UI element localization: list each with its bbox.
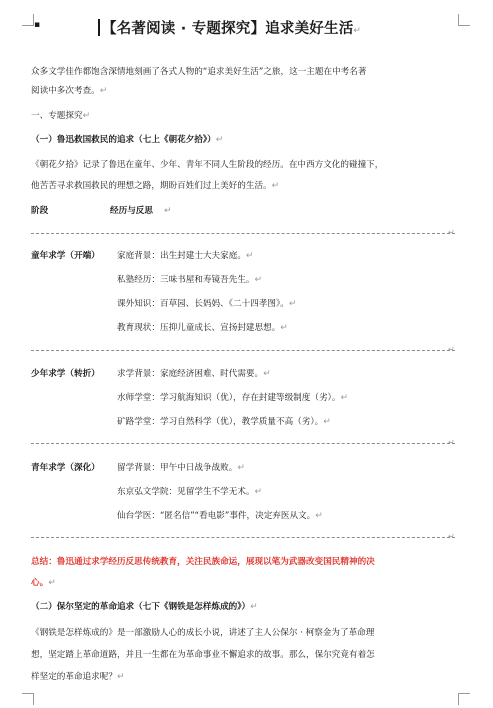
paragraph-mark-icon: ↵ bbox=[448, 532, 455, 541]
stage-2-label: 少年求学（转折） bbox=[31, 369, 100, 379]
stage-3-label: 青年求学（深化） bbox=[31, 463, 100, 473]
stage-1-detail-text: 教育现状：压抑儿童成长、宣扬封建思想。 bbox=[117, 323, 281, 333]
stage-2-detail-1[interactable] bbox=[117, 368, 271, 380]
paragraph-mark-icon: ↵ bbox=[164, 206, 172, 216]
stage-3-detail-text: 东京弘文学院：见留学生不学无术。 bbox=[117, 487, 255, 497]
paragraph-mark-icon: ↵ bbox=[263, 369, 271, 379]
paragraph-mark-icon: ↵ bbox=[237, 463, 245, 473]
text-cursor-icon bbox=[98, 19, 100, 36]
table-divider bbox=[31, 350, 455, 351]
paragraph-mark-icon: ↵ bbox=[116, 672, 125, 682]
paragraph-mark-icon: ↵ bbox=[448, 438, 455, 447]
stage-3-detail-1[interactable] bbox=[117, 462, 245, 474]
intro-line-2[interactable] bbox=[31, 85, 455, 97]
paragraph-mark-icon: ↵ bbox=[280, 323, 288, 333]
stage-1-detail-1[interactable] bbox=[117, 250, 253, 262]
page-corner-mark-bottom-right bbox=[458, 693, 470, 705]
stage-2-detail-text: 求学背景：家庭经济困难、时代需要。 bbox=[117, 369, 264, 379]
paragraph-mark-icon: ↵ bbox=[271, 181, 280, 191]
intro-text-2: 阅读中多次考查。 bbox=[31, 86, 100, 96]
table-divider bbox=[31, 443, 455, 444]
paragraph-mark-icon: ↵ bbox=[448, 228, 455, 237]
page-corner-mark-bottom-left bbox=[22, 693, 34, 705]
sub1-p2-text: 他苦苦寻求救国救民的理想之路，期盼百姓们过上美好的生活。 bbox=[31, 181, 272, 191]
subsection-1-text: （一）鲁迅救国救民的追求（七上《朝花夕拾》） bbox=[31, 135, 216, 145]
table-header-stage: 阶段 bbox=[31, 206, 49, 216]
sub2-p3-text: 样坚定的革命追求呢？ bbox=[31, 672, 117, 682]
table-header-row bbox=[31, 205, 455, 217]
summary-line-1[interactable] bbox=[31, 556, 455, 568]
paragraph-mark-icon: ↵ bbox=[215, 135, 224, 145]
intro-text-1: 众多文学佳作都饱含深情地刻画了各式人物的“追求美好生活”之旅，这一主题在中考名著 bbox=[31, 67, 367, 77]
summary-text-2: 心。 bbox=[31, 578, 49, 588]
summary-line-2[interactable] bbox=[31, 577, 455, 589]
stage-3-detail-2[interactable] bbox=[117, 486, 262, 498]
stage-2-detail-text: 水师学堂：学习航海知识（优），存在封建等级制度（劣）。 bbox=[117, 393, 341, 403]
stage-1-detail-4[interactable] bbox=[117, 322, 288, 334]
subsection-heading-1[interactable] bbox=[31, 134, 455, 146]
subsection-heading-2[interactable] bbox=[31, 601, 455, 613]
paragraph-mark-icon: ↵ bbox=[48, 578, 56, 588]
intro-line-1[interactable] bbox=[31, 66, 455, 78]
sub1-p1-text: 《朝花夕拾》记录了鲁迅在童年、少年、青年不同人生阶段的经历。在中西方文化的碰撞下， bbox=[31, 160, 384, 170]
paragraph-mark-icon: ↵ bbox=[323, 417, 331, 427]
bullet-icon: ▪ bbox=[34, 20, 41, 30]
document-title[interactable] bbox=[98, 17, 398, 38]
page-corner-mark-top-left bbox=[22, 14, 34, 26]
stage-2-detail-2[interactable] bbox=[117, 392, 348, 404]
paragraph-mark-icon: ↵ bbox=[245, 251, 254, 261]
sub2-p2-text: 想，坚定踏上革命道路，并且一生都在为革命事业不懈追求的故事。那么，保尔究竟有着怎 bbox=[31, 650, 375, 660]
paragraph-mark-icon: ↵ bbox=[254, 487, 263, 497]
section-1-text: 一、专题探究 bbox=[31, 111, 83, 121]
paragraph-mark-icon: ↵ bbox=[315, 511, 323, 521]
stage-1-label: 童年求学（开端） bbox=[31, 251, 100, 261]
section-heading-1[interactable] bbox=[31, 110, 455, 122]
paragraph-mark-icon: ↵ bbox=[448, 345, 455, 354]
table-header-detail: 经历与反思 bbox=[110, 206, 153, 216]
stage-3-detail-text: 仙台学医：“匿名信”“看电影”事件，决定弃医从文。 bbox=[117, 511, 316, 521]
paragraph-mark-icon: ↵ bbox=[288, 299, 297, 309]
paragraph-mark-icon: ↵ bbox=[353, 26, 362, 36]
paragraph-mark-icon: ↵ bbox=[250, 602, 258, 612]
subsection-1-paragraph-line-2[interactable] bbox=[31, 180, 455, 192]
subsection-2-text: （二）保尔坚定的革命追求（七下《钢铁是怎样炼成的》） bbox=[31, 602, 251, 612]
subsection-1-paragraph-line-1[interactable] bbox=[31, 159, 455, 171]
table-divider bbox=[31, 537, 455, 538]
stage-1-detail-text: 私塾经历：三味书屋和寿镜吾先生。 bbox=[117, 275, 255, 285]
stage-1-detail-2[interactable] bbox=[117, 274, 262, 286]
stage-3-detail-text: 留学背景：甲午中日战争战败。 bbox=[117, 463, 238, 473]
summary-text-1: 总结：鲁迅通过求学经历反思传统教育，关注民族命运，展现以笔为武器改变国民精神的决 bbox=[31, 557, 375, 567]
stage-1-detail-3[interactable] bbox=[117, 298, 296, 310]
table-divider bbox=[31, 233, 455, 234]
stage-2-detail-3[interactable] bbox=[117, 416, 331, 428]
paragraph-mark-icon: ↵ bbox=[99, 86, 108, 96]
subsection-2-paragraph-line-3[interactable] bbox=[31, 671, 455, 683]
stage-3-detail-3[interactable] bbox=[117, 510, 323, 522]
sub2-p1-text: 《钢铁是怎样炼成的》是一部激励人心的成长小说，讲述了主人公保尔 · 柯察金为了革命理 bbox=[31, 628, 375, 638]
paragraph-mark-icon: ↵ bbox=[82, 111, 91, 121]
paragraph-mark-icon: ↵ bbox=[254, 275, 263, 285]
stage-1-detail-text: 家庭背景：出生封建士大夫家庭。 bbox=[117, 251, 246, 261]
subsection-2-paragraph-line-1[interactable] bbox=[31, 627, 455, 639]
page-corner-mark-top-right bbox=[458, 14, 470, 26]
stage-1-detail-text: 课外知识：百草园、长妈妈、《二十四孝图》。 bbox=[117, 299, 289, 309]
title-text: 【名著阅读 · 专题探究】追求美好生活 bbox=[102, 21, 354, 37]
stage-2-detail-text: 矿路学堂：学习自然科学（优），教学质量不高（劣）。 bbox=[117, 417, 324, 427]
subsection-2-paragraph-line-2[interactable] bbox=[31, 649, 455, 661]
paragraph-mark-icon: ↵ bbox=[340, 393, 348, 403]
